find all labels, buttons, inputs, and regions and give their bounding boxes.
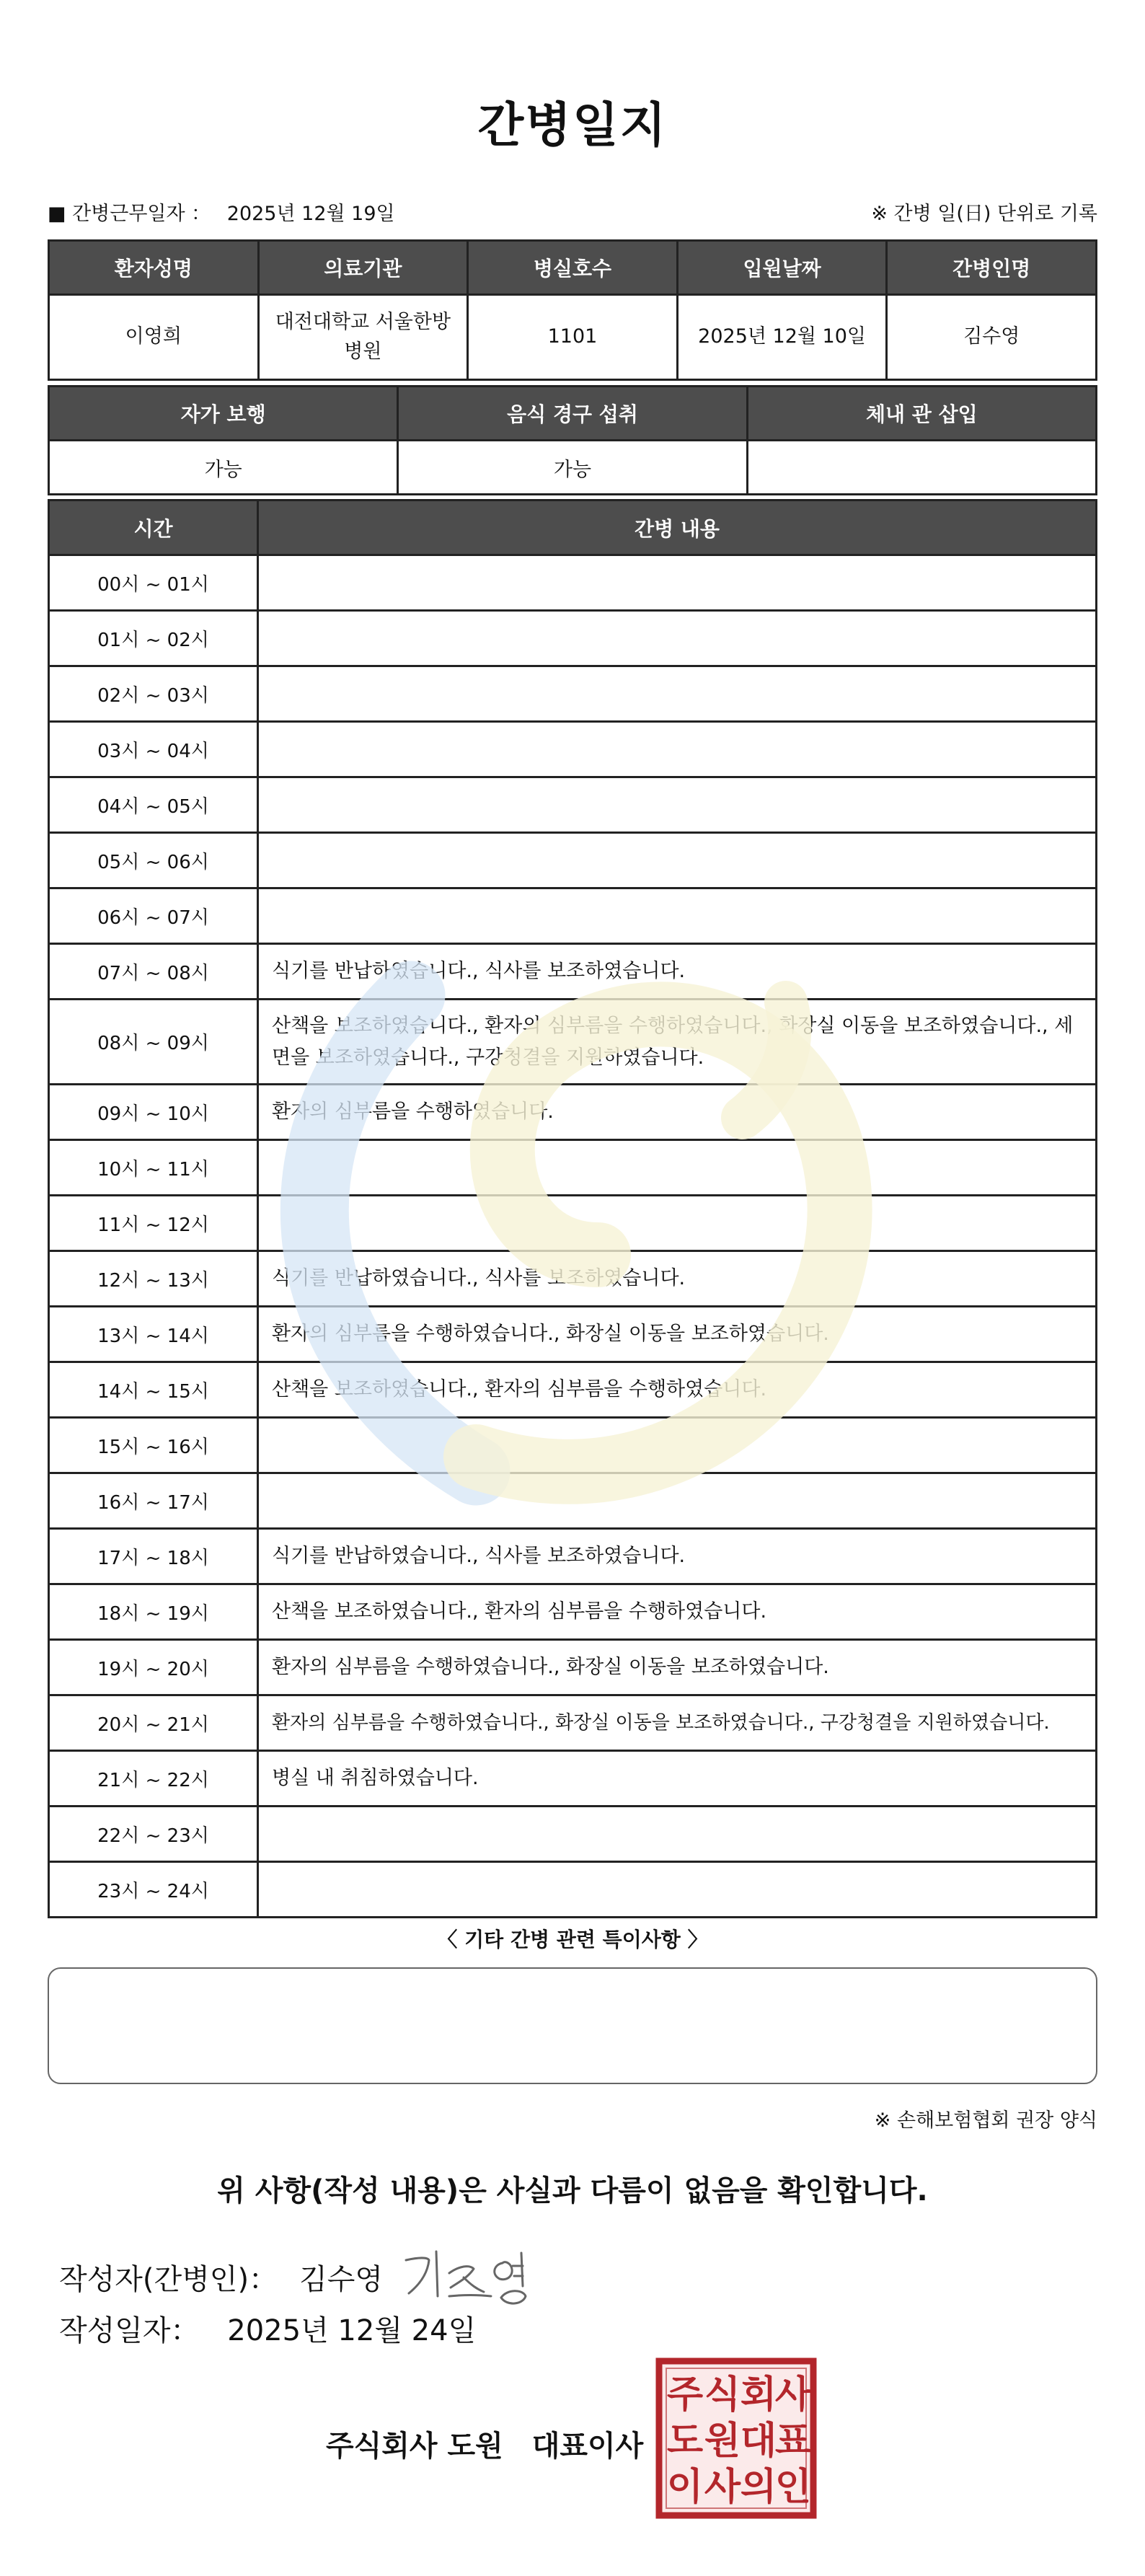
form-source-note: ※ 손해보험협회 권장 양식 (874, 2109, 1097, 2132)
header-time: 시간 (49, 500, 258, 555)
special-notes-box (48, 1967, 1097, 2084)
log-row (49, 1751, 1097, 1807)
record-unit-note: ※ 간병 일(日) 단위로 기록 (871, 203, 1097, 225)
log-row (49, 1473, 1097, 1529)
handwritten-signature (399, 2244, 543, 2309)
log-row (49, 1862, 1097, 1918)
log-header-row (49, 500, 1097, 555)
svg-text:식: 식 (704, 2373, 741, 2417)
log-content (258, 1140, 1097, 1196)
log-time: 02시 ~ 03시 (49, 666, 258, 722)
log-row (49, 1807, 1097, 1862)
log-row (49, 666, 1097, 722)
work-date-line (48, 198, 395, 226)
company-representative: 대표이사 (531, 2430, 644, 2463)
log-row (49, 1085, 1097, 1140)
log-time: 08시 ~ 09시 (49, 1000, 258, 1085)
svg-text:대: 대 (740, 2420, 777, 2463)
log-row (49, 1640, 1097, 1695)
company-seal-stamp (655, 2357, 818, 2520)
status-header-row (49, 387, 1097, 441)
log-time: 23시 ~ 24시 (49, 1862, 258, 1918)
patient-status-table (48, 385, 1097, 495)
self-walking-cell: 가능 (49, 441, 398, 495)
log-content (258, 1418, 1097, 1473)
work-date-label: ■ 간병근무일자 ： (48, 203, 211, 225)
log-content (258, 1196, 1097, 1251)
header-self-walking: 자가 보행 (49, 387, 398, 441)
written-date-value: 2025년 12월 24일 (227, 2314, 477, 2347)
log-row (49, 1695, 1097, 1751)
log-time: 15시 ~ 16시 (49, 1418, 258, 1473)
institution-cell: 대전대학교 서울한방병원 (258, 295, 468, 380)
log-content (258, 666, 1097, 722)
log-time: 09시 ~ 10시 (49, 1085, 258, 1140)
log-time: 03시 ~ 04시 (49, 722, 258, 777)
writer-label: 작성자(간병인)： (59, 2262, 278, 2296)
writer-name: 김수영 (299, 2262, 383, 2296)
work-date-value: 2025년 12월 19일 (226, 203, 395, 225)
caregiver-name-cell: 김수영 (887, 295, 1097, 380)
log-time: 12시 ~ 13시 (49, 1251, 258, 1307)
svg-text:사: 사 (774, 2373, 812, 2417)
oral-intake-cell: 가능 (398, 441, 747, 495)
log-time: 11시 ~ 12시 (49, 1196, 258, 1251)
log-row (49, 1000, 1097, 1085)
log-time: 01시 ~ 02시 (49, 611, 258, 666)
patient-name-cell: 이영희 (49, 295, 259, 380)
log-row (49, 833, 1097, 888)
svg-text:원: 원 (704, 2420, 741, 2463)
log-row (49, 1140, 1097, 1196)
log-content (258, 833, 1097, 888)
log-content: 식기를 반납하였습니다., 식사를 보조하였습니다. (258, 1529, 1097, 1584)
log-time: 10시 ~ 11시 (49, 1140, 258, 1196)
svg-text:주: 주 (666, 2373, 704, 2417)
writer-row (59, 2244, 543, 2309)
svg-text:의: 의 (740, 2466, 777, 2509)
log-row (49, 722, 1097, 777)
svg-text:도: 도 (666, 2420, 704, 2463)
log-content (258, 888, 1097, 944)
status-value-row (49, 441, 1097, 495)
log-row (49, 611, 1097, 666)
log-content (258, 1473, 1097, 1529)
header-tube-insertion: 체내 관 삽입 (747, 387, 1096, 441)
log-content (258, 722, 1097, 777)
log-time: 07시 ~ 08시 (49, 944, 258, 1000)
log-time: 21시 ~ 22시 (49, 1751, 258, 1807)
log-content (258, 1862, 1097, 1918)
log-time: 20시 ~ 21시 (49, 1695, 258, 1751)
log-content: 병실 내 취침하였습니다. (258, 1751, 1097, 1807)
log-row (49, 1584, 1097, 1640)
svg-text:표: 표 (774, 2420, 812, 2463)
log-row (49, 944, 1097, 1000)
log-time: 19시 ~ 20시 (49, 1640, 258, 1695)
notes-heading: 〈 기타 간병 관련 특이사항 〉 (437, 1928, 708, 1951)
room-number-cell: 1101 (468, 295, 678, 380)
header-oral-intake: 음식 경구 섭취 (398, 387, 747, 441)
header-admission-date: 입원날짜 (677, 241, 887, 295)
log-time: 18시 ~ 19시 (49, 1584, 258, 1640)
log-content: 환자의 심부름을 수행하였습니다., 화장실 이동을 보조하였습니다. (258, 1307, 1097, 1362)
patient-info-header-row (49, 241, 1097, 295)
log-row (49, 1362, 1097, 1418)
header-care-content: 간병 내용 (258, 500, 1097, 555)
log-time: 17시 ~ 18시 (49, 1529, 258, 1584)
header-caregiver-name: 간병인명 (887, 241, 1097, 295)
log-row (49, 1418, 1097, 1473)
header-patient-name: 환자성명 (49, 241, 259, 295)
patient-info-table (48, 239, 1097, 381)
company-line (326, 2423, 643, 2464)
log-content: 환자의 심부름을 수행하였습니다. (258, 1085, 1097, 1140)
patient-info-value-row (49, 295, 1097, 380)
log-row (49, 1307, 1097, 1362)
svg-text:사: 사 (704, 2466, 741, 2509)
written-date-label: 작성일자： (59, 2314, 200, 2347)
written-date-row (59, 2308, 476, 2349)
log-time: 22시 ~ 23시 (49, 1807, 258, 1862)
page-title: 간병일지 (477, 97, 668, 153)
confirmation-statement: 위 사항(작성 내용)은 사실과 다름이 없음을 확인합니다. (217, 2174, 928, 2207)
log-time: 13시 ~ 14시 (49, 1307, 258, 1362)
hourly-care-log-table (48, 499, 1097, 1918)
log-content: 산책을 보조하였습니다., 환자의 심부름을 수행하였습니다., 화장실 이동을 보조하였습니다., 세면을 보조하였습니다., 구강청결을 지원하였습니다. (258, 1000, 1097, 1085)
header-room-number: 병실호수 (468, 241, 678, 295)
log-row (49, 1251, 1097, 1307)
svg-text:회: 회 (740, 2373, 777, 2417)
log-content: 산책을 보조하였습니다., 환자의 심부름을 수행하였습니다. (258, 1362, 1097, 1418)
log-row (49, 1529, 1097, 1584)
admission-date-cell: 2025년 12월 10일 (677, 295, 887, 380)
log-row (49, 888, 1097, 944)
log-content: 산책을 보조하였습니다., 환자의 심부름을 수행하였습니다. (258, 1584, 1097, 1640)
log-row (49, 777, 1097, 833)
log-content: 식기를 반납하였습니다., 식사를 보조하였습니다. (258, 1251, 1097, 1307)
log-time: 16시 ~ 17시 (49, 1473, 258, 1529)
log-content (258, 777, 1097, 833)
company-name: 주식회사 도원 (326, 2430, 503, 2463)
log-content: 환자의 심부름을 수행하였습니다., 화장실 이동을 보조하였습니다. (258, 1640, 1097, 1695)
log-content: 식기를 반납하였습니다., 식사를 보조하였습니다. (258, 944, 1097, 1000)
log-time: 00시 ~ 01시 (49, 555, 258, 611)
tube-insertion-cell (747, 441, 1096, 495)
log-time: 06시 ~ 07시 (49, 888, 258, 944)
log-time: 14시 ~ 15시 (49, 1362, 258, 1418)
log-content (258, 555, 1097, 611)
log-content (258, 1807, 1097, 1862)
header-institution: 의료기관 (258, 241, 468, 295)
log-content: 환자의 심부름을 수행하였습니다., 화장실 이동을 보조하였습니다., 구강청결을 지원하였습니다. (258, 1695, 1097, 1751)
svg-text:인: 인 (774, 2466, 812, 2509)
log-time: 05시 ~ 06시 (49, 833, 258, 888)
log-content (258, 611, 1097, 666)
log-time: 04시 ~ 05시 (49, 777, 258, 833)
log-row (49, 1196, 1097, 1251)
log-row (49, 555, 1097, 611)
svg-text:이: 이 (666, 2466, 704, 2509)
